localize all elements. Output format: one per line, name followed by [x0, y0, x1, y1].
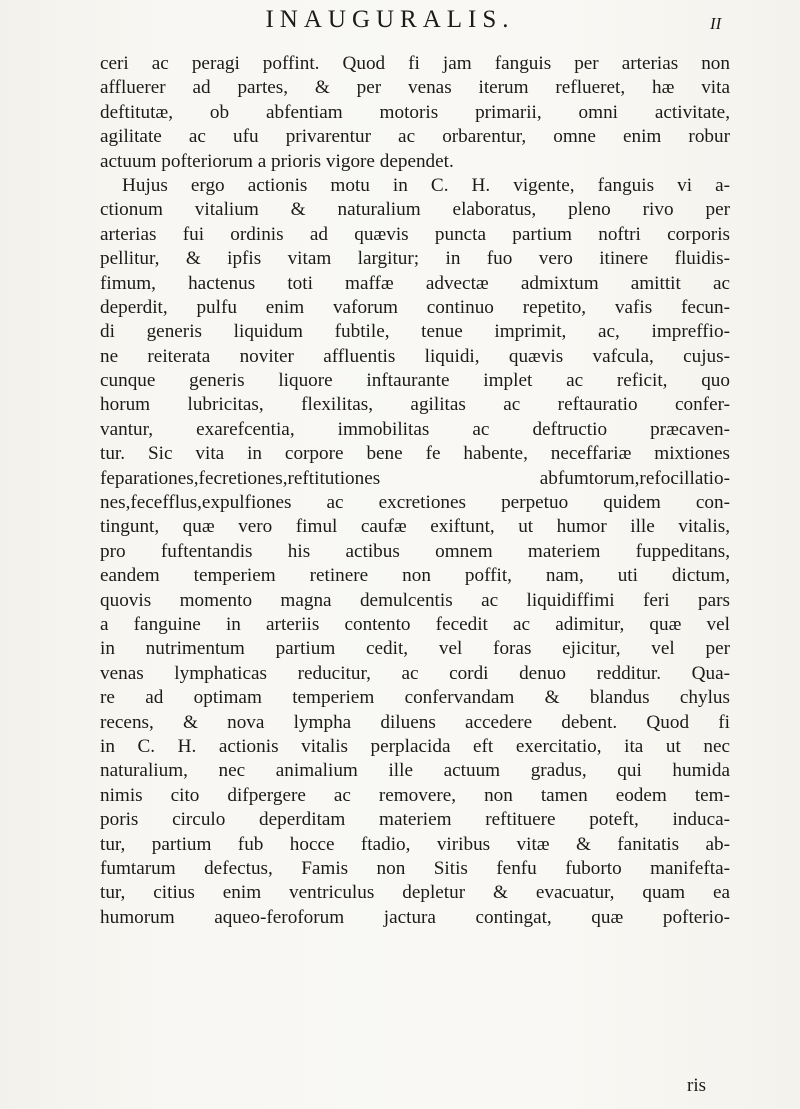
text-line: vantur, exarefcentia, immobilitas ac deftructio præcaven- [100, 418, 730, 440]
text-line: a fanguine in arteriis contento fecedit ac adimitur, quæ vel [100, 613, 730, 635]
text-line: tur, citius enim ventriculus depletur & evacuatur, quam ea [100, 882, 730, 904]
text-line: ceri ac peragi poffint. Quod fi jam fanguis per arterias non [100, 53, 730, 74]
text-line: tur. Sic vita in corpore bene fe habente, neceffariæ mixtiones [100, 443, 730, 465]
running-title: INAUGURALIS. [265, 6, 515, 33]
text-line: eandem temperiem retinere non poffit, nam, uti dictum, [100, 565, 730, 587]
text-line: in nutrimentum partium cedit, vel foras ejicitur, vel per [100, 638, 730, 660]
text-line: nimis cito difpergere ac removere, non tamen eodem tem- [100, 784, 730, 806]
text-line: Hujus ergo actionis motu in C. H. vigente, fanguis vi a- [122, 174, 730, 196]
text-line: tur, partium fub hocce ftadio, viribus vitæ & fanitatis ab- [100, 833, 730, 855]
text-line: actuum pofteriorum a prioris vigore dependet. [100, 150, 454, 172]
text-line: re ad optimam temperiem confervandam & blandus chylus [100, 687, 730, 709]
page-number: II [710, 14, 722, 33]
catchword: ris [687, 1075, 706, 1096]
text-line: in C. H. actionis vitalis perplacida eft exercitatio, ita ut nec [100, 735, 730, 757]
text-line: feparationes,fecretiones,reftitutiones abfumtorum,refocillatio- [100, 467, 730, 489]
text-line: pellitur, & ipfis vitam largitur; in fuo vero itinere fluidis- [100, 248, 730, 270]
text-line: naturalium, nec animalium ille actuum gradus, qui humida [100, 760, 730, 782]
text-line: venas lymphaticas reducitur, ac cordi denuo redditur. Qua- [100, 662, 730, 684]
text-line: horum lubricitas, flexilitas, agilitas ac reftauratio confer- [100, 394, 730, 416]
text-line: recens, & nova lympha diluens accedere debent. Quod fi [100, 711, 730, 733]
text-line: ctionum vitalium & naturalium elaboratus, pleno rivo per [100, 199, 730, 221]
text-line: fumtarum defectus, Famis non Sitis fenfu fuborto manifefta- [100, 857, 730, 879]
text-line: pro fuftentandis his actibus omnem materiem fuppeditans, [100, 540, 730, 562]
body-text [100, 52, 730, 930]
text-line: di generis liquidum fubtile, tenue imprimit, ac, impreffio- [100, 321, 730, 343]
text-line: arterias fui ordinis ad quævis puncta partium noftri corporis [100, 223, 730, 245]
text-line: tingunt, quæ vero fimul caufæ exiftunt, ut humor ille vitalis, [100, 516, 730, 538]
text-line: affluerer ad partes, & per venas iterum reflueret, hæ vita [100, 77, 730, 99]
text-line: quovis momento magna demulcentis ac liquidiffimi feri pars [100, 589, 730, 611]
text-line: deperdit, pulfu enim vaforum continuo repetito, vafis fecun- [100, 296, 730, 318]
text-line: poris circulo deperditam materiem reftituere poteft, induca- [100, 809, 730, 831]
text-line: deftitutæ, ob abfentiam motoris primarii, omni activitate, [100, 101, 730, 123]
text-line: nes,fecefflus,expulfiones ac excretiones perpetuo quidem con- [100, 492, 730, 514]
text-line: cunque generis liquore inftaurante implet ac reficit, quo [100, 370, 730, 392]
text-line: fimum, hactenus toti maffæ advectæ admixtum amittit ac [100, 272, 730, 294]
text-line: ne reiterata noviter affluentis liquidi, quævis vafcula, cujus- [100, 345, 730, 367]
text-line: agilitate ac ufu privarentur ac orbarentur, omne enim robur [100, 126, 730, 148]
text-line: humorum aqueo-feroforum jactura contingat, quæ pofterio- [100, 906, 730, 928]
